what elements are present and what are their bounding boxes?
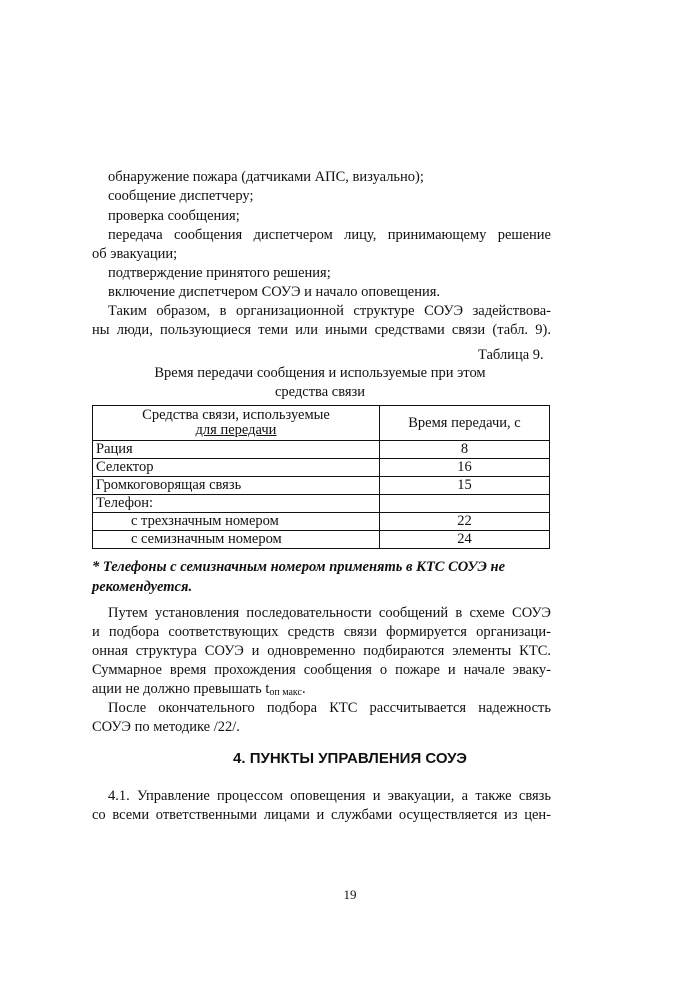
communication-table: [92, 405, 550, 549]
row-name: с семизначным номером: [93, 531, 380, 549]
table-row: [93, 531, 550, 549]
table-label: Таблица 9.: [478, 347, 544, 363]
row-value: 15: [380, 477, 550, 495]
paragraph-4-line-2: со всеми ответственными лицами и службами осуществляется из цен-: [92, 807, 551, 823]
table-caption-line-1: Время передачи сообщения и используемые при этом: [154, 365, 486, 381]
table-row: [93, 477, 550, 495]
paragraph-2-line-4: Суммарное время прохождения сообщения о пожаре и начале эваку-: [92, 662, 551, 678]
header-means-line-1: Средства связи, используемые: [142, 407, 330, 423]
row-value: 22: [380, 513, 550, 531]
header-time: Время передачи, с: [380, 406, 550, 441]
list-line-1: обнаружение пожара (датчиками АПС, визуально);: [108, 169, 424, 185]
paragraph-2-period: .: [301, 681, 306, 697]
row-name: Рация: [93, 441, 380, 459]
table-row: [93, 441, 550, 459]
row-name: Громкоговорящая связь: [93, 477, 380, 495]
row-value: 24: [380, 531, 550, 549]
list-line-2: сообщение диспетчеру;: [108, 188, 254, 204]
row-value: 16: [380, 459, 550, 477]
list-line-7: включение диспетчером СОУЭ и начало оповещения.: [108, 284, 441, 300]
paragraph-2-line-5-text: ации не должно превышать t: [92, 681, 270, 697]
table-row: [93, 495, 550, 513]
list-line-5: об эвакуации;: [92, 246, 178, 262]
header-means: [93, 406, 380, 441]
paragraph-2-line-3: онная структура СОУЭ и одновременно подбираются элементы КТС.: [92, 643, 551, 659]
list-line-4: передача сообщения диспетчером лицу, принимающему решение: [108, 227, 551, 243]
paragraph-4-line-1: 4.1. Управление процессом оповещения и эвакуации, а также связь: [108, 788, 551, 804]
paragraph-3-line-1: После окончательного подбора КТС рассчитывается надежность: [108, 700, 551, 716]
table-row: [93, 459, 550, 477]
t-max-subscript: оп макс: [269, 687, 302, 698]
paragraph-2-line-2: и подбора соответствующих средств связи формируется организаци-: [92, 624, 551, 640]
paragraph-2-line-1: Путем установления последовательности сообщений в схеме СОУЭ: [108, 605, 551, 621]
paragraph-3-line-2: СОУЭ по методике /22/.: [92, 719, 240, 735]
table-caption-line-2: средства связи: [274, 384, 366, 400]
row-name: с трехзначным номером: [93, 513, 380, 531]
row-name: Телефон:: [93, 495, 380, 513]
section-heading: 4. ПУНКТЫ УПРАВЛЕНИЯ СОУЭ: [233, 750, 467, 767]
paragraph-1-line-1: Таким образом, в организационной структуре СОУЭ задействова-: [108, 303, 551, 319]
list-line-3: проверка сообщения;: [108, 208, 240, 224]
table-row: [93, 513, 550, 531]
row-value: 8: [380, 441, 550, 459]
page-number: 19: [343, 887, 357, 902]
table-footnote: * Телефоны с семизначным номером применять в КТС СОУЭ не рекомендуется.: [92, 559, 506, 595]
row-value: [380, 495, 550, 513]
row-name: Селектор: [93, 459, 380, 477]
paragraph-1-line-2: ны люди, пользующиеся теми или иными средствами связи (табл. 9).: [92, 322, 551, 338]
header-means-line-2: для передачи: [195, 422, 277, 438]
list-line-6: подтверждение принятого решения;: [108, 265, 331, 281]
table-header-row: [93, 406, 550, 441]
